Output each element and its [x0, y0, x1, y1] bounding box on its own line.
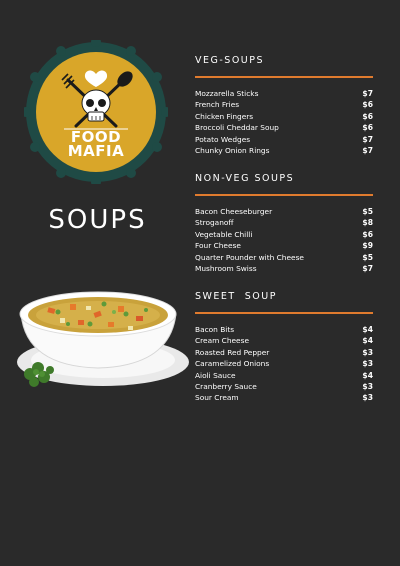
item-name: Cream Cheese	[195, 336, 249, 346]
item-price: $4	[362, 325, 373, 334]
menu-item	[195, 88, 373, 99]
item-name: Bacon Cheeseburger	[195, 207, 273, 216]
item-name: French Fries	[195, 100, 240, 110]
item-name: Aioli Sauce	[195, 370, 236, 380]
section-divider	[195, 312, 373, 314]
item-name: Potato Wedges	[195, 134, 251, 144]
page-title: SOUPS	[48, 205, 147, 235]
menu-item	[195, 111, 373, 122]
item-name: Caramelized Onions	[195, 359, 270, 369]
item-price: $7	[362, 263, 373, 273]
item-price: $6	[362, 111, 373, 121]
item-price: $3	[362, 393, 373, 403]
section-veg-soups	[195, 54, 373, 156]
item-price: $7	[362, 134, 373, 144]
item-name: Sour Cream	[195, 393, 239, 403]
menu-item	[195, 358, 373, 369]
item-price: $5	[362, 252, 373, 262]
soup-bowl-icon	[8, 282, 190, 402]
menu-item	[195, 392, 373, 403]
section-title: SWEET SOUP	[195, 291, 277, 302]
item-name: Broccoli Cheddar Soup	[195, 123, 279, 133]
logo-text-line2: MAFIA	[67, 142, 125, 160]
item-name: Mozzarella Sticks	[195, 89, 259, 98]
menu-item	[195, 370, 373, 381]
soup-bowl-image	[8, 282, 190, 402]
item-name: Bacon Bits	[195, 325, 235, 334]
menu-item	[195, 99, 373, 110]
food-mafia-logo	[24, 40, 168, 184]
item-name: Four Cheese	[195, 241, 241, 251]
item-name: Chicken Fingers	[195, 111, 254, 121]
menu-item	[195, 134, 373, 145]
item-price: $8	[362, 218, 373, 228]
item-price: $4	[362, 336, 373, 346]
menu-item	[195, 252, 373, 263]
menu-item	[195, 240, 373, 251]
item-price: $6	[362, 100, 373, 110]
item-price: $7	[362, 89, 373, 98]
section-divider	[195, 194, 373, 196]
item-price: $3	[362, 359, 373, 369]
section-sweet-soup	[195, 290, 373, 404]
item-price: $3	[362, 381, 373, 391]
menu-item	[195, 217, 373, 228]
item-price: $6	[362, 123, 373, 133]
section-title: VEG-SOUPS	[195, 55, 265, 66]
menu-item	[195, 145, 373, 156]
section-title: NON-VEG SOUPS	[195, 173, 295, 184]
menu-item	[195, 122, 373, 133]
menu-item	[195, 206, 373, 217]
menu-item	[195, 263, 373, 274]
item-name: Roasted Red Pepper	[195, 347, 270, 357]
item-name: Cranberry Sauce	[195, 381, 257, 391]
item-price: $3	[362, 347, 373, 357]
item-name: Stroganoff	[195, 218, 234, 228]
menu-item	[195, 381, 373, 392]
item-price: $6	[362, 229, 373, 239]
menu-item	[195, 324, 373, 335]
item-price: $5	[362, 207, 373, 216]
menu-item	[195, 229, 373, 240]
item-price: $4	[362, 370, 373, 380]
item-price: $7	[362, 145, 373, 155]
item-name: Chunky Onion Rings	[195, 145, 270, 155]
section-divider	[195, 76, 373, 78]
section-non-veg-soups	[195, 172, 373, 274]
menu-item	[195, 335, 373, 346]
logo-badge-icon	[24, 40, 168, 184]
item-name: Vegetable Chilli	[195, 229, 253, 239]
logo-text-line1: FOOD	[70, 128, 122, 146]
item-price: $9	[362, 241, 373, 251]
item-name: Quarter Pounder with Cheese	[195, 252, 304, 262]
menu-item	[195, 347, 373, 358]
item-name: Mushroom Swiss	[195, 263, 257, 273]
